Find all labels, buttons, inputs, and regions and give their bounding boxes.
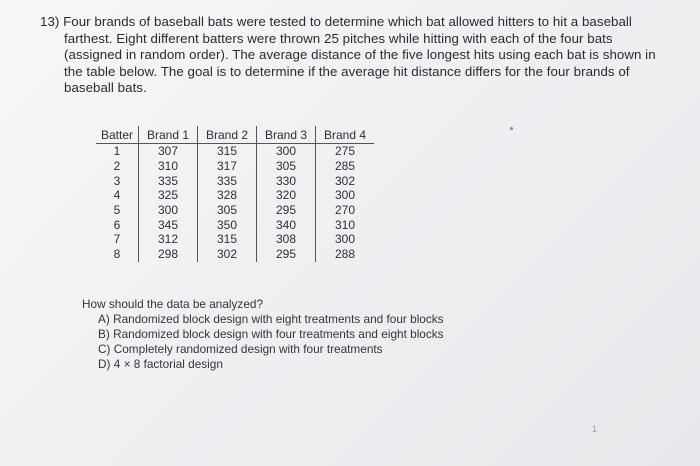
option-a[interactable]: A) Randomized block design with eight treatments and four blocks (98, 312, 444, 326)
table-cell: 1 (113, 144, 121, 159)
table-cell: 340 (257, 217, 316, 232)
page-mark: 1 (592, 424, 598, 434)
column-header-brand-1: Brand 1 (139, 126, 198, 144)
table-cell: 300 (257, 144, 316, 159)
table-row (96, 159, 374, 174)
table-cell: 308 (257, 232, 316, 247)
table-cell: 298 (139, 247, 198, 262)
table-cell: 302 (198, 247, 257, 262)
option-d[interactable]: D) 4 × 8 factorial design (98, 357, 223, 371)
question-line: (assigned in random order). The average distance of the five longest hits using each bat is shown in (64, 47, 656, 62)
table-cell: 8 (113, 247, 121, 262)
table-cell: 2 (113, 159, 121, 174)
table-cell: 270 (316, 203, 375, 218)
table-row (96, 173, 374, 188)
question-line: 13) Four brands of baseball bats were tested to determine which bat allowed hitters to hit a baseball (40, 14, 632, 29)
question-line: the table below. The goal is to determine if the average hit distance differs for the four brands of (64, 63, 630, 79)
table-cell: 295 (257, 247, 316, 262)
table-cell: 310 (139, 159, 198, 174)
table-row (96, 144, 374, 159)
stray-mark (510, 127, 513, 130)
answer-prompt (82, 297, 444, 372)
table-cell: 335 (198, 173, 257, 188)
table-cell: 325 (139, 188, 198, 203)
table-cell: 305 (198, 203, 257, 218)
question-line: baseball bats. (64, 80, 147, 95)
table-cell: 6 (113, 217, 121, 232)
column-header-batter: Batter (96, 126, 139, 144)
question-line: farthest. Eight different batters were thrown 25 pitches while hitting with each of the four bats (64, 30, 613, 46)
answer-options (82, 312, 444, 372)
option-b[interactable]: B) Randomized block design with four treatments and eight blocks (98, 327, 444, 341)
table-cell: 275 (316, 144, 375, 159)
table-cell: 315 (198, 144, 257, 159)
column-header-brand-3: Brand 3 (257, 126, 316, 144)
column-header-brand-4: Brand 4 (316, 126, 375, 144)
table-cell: 307 (139, 144, 198, 159)
table-cell: 317 (198, 159, 257, 174)
table-cell: 300 (139, 203, 198, 218)
table-cell: 328 (198, 188, 257, 203)
table-cell: 5 (113, 203, 121, 218)
table-cell: 295 (257, 203, 316, 218)
option-c[interactable]: C) Completely randomized design with four treatments (98, 342, 383, 356)
table-cell: 312 (139, 232, 198, 247)
column-header-brand-2: Brand 2 (198, 126, 257, 144)
table-cell: 285 (316, 159, 375, 174)
question-text (40, 14, 690, 97)
table-cell: 320 (257, 188, 316, 203)
table-row (96, 232, 374, 247)
table-header-row (96, 126, 374, 144)
table-row (96, 188, 374, 203)
table-row (96, 247, 374, 262)
table-cell: 300 (316, 232, 375, 247)
table-cell: 350 (198, 217, 257, 232)
table-row (96, 217, 374, 232)
table-cell: 302 (316, 173, 375, 188)
table-row (96, 203, 374, 218)
table-cell: 345 (139, 217, 198, 232)
table-cell: 305 (257, 159, 316, 174)
table-cell: 3 (113, 173, 121, 188)
table-cell: 315 (198, 232, 257, 247)
table-cell: 310 (316, 217, 375, 232)
table-cell: 7 (113, 232, 121, 247)
prompt-question: How should the data be analyzed? (82, 297, 264, 311)
bat-distance-table (96, 126, 374, 262)
table-cell: 288 (316, 247, 375, 262)
table-cell: 300 (316, 188, 375, 203)
table-cell: 4 (113, 188, 121, 203)
table-cell: 335 (139, 173, 198, 188)
table-cell: 330 (257, 173, 316, 188)
